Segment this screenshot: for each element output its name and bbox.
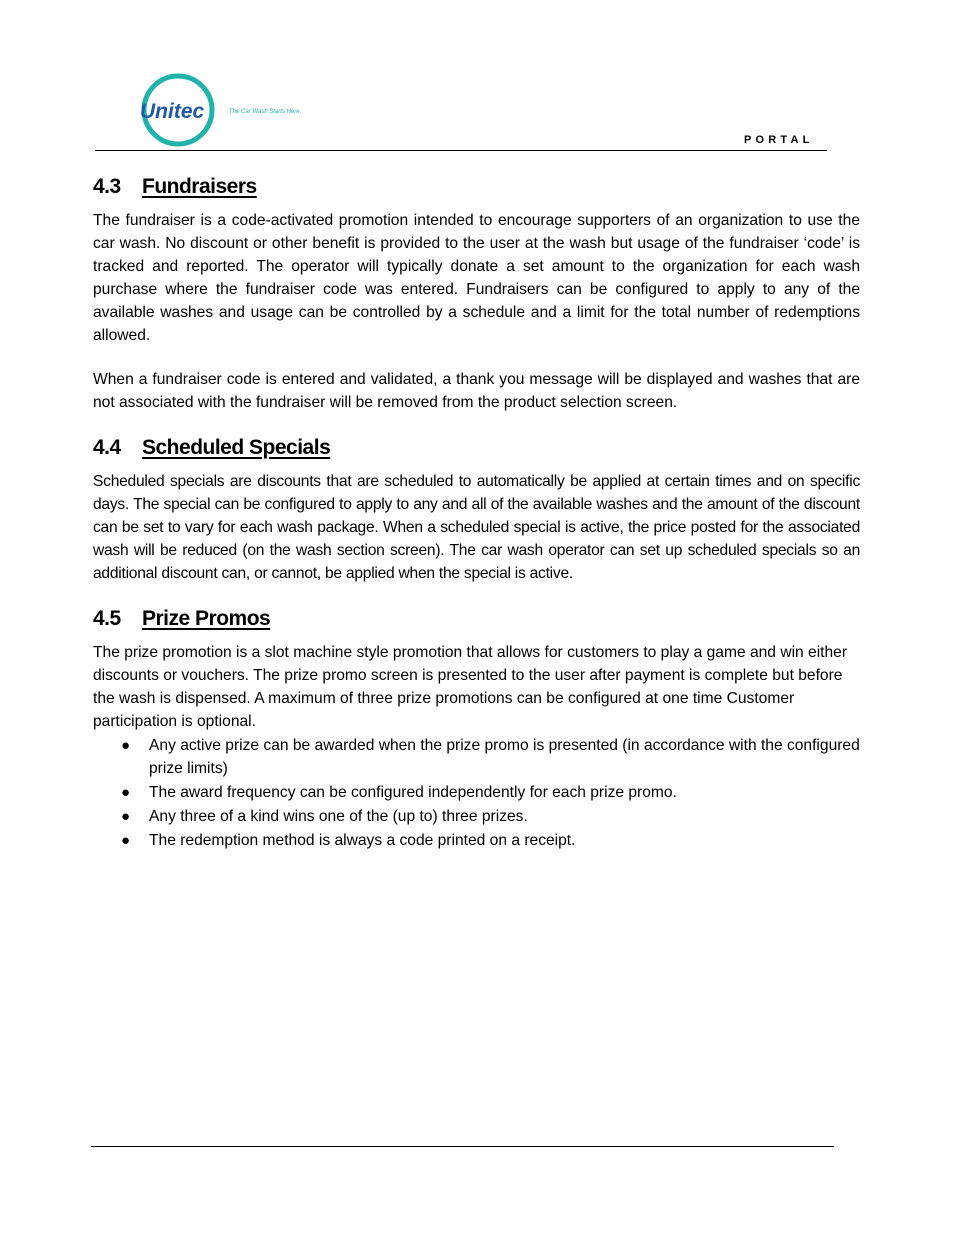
list-item-text: The award frequency can be configured independently for each prize promo. bbox=[149, 784, 677, 802]
running-header-label: PORTAL bbox=[744, 134, 814, 146]
prize-promo-bullet-list bbox=[93, 734, 860, 852]
bullet-icon: ● bbox=[121, 737, 131, 755]
list-item bbox=[93, 805, 860, 828]
logo-wordmark: Unitec bbox=[140, 100, 205, 123]
section-number: 4.3 bbox=[93, 175, 121, 198]
section-heading-scheduled-specials bbox=[93, 434, 860, 462]
list-item bbox=[93, 734, 860, 780]
document-body bbox=[93, 173, 860, 853]
section-heading-prize-promos bbox=[93, 605, 860, 633]
section-title: Prize Promos bbox=[142, 606, 271, 630]
header-divider bbox=[95, 150, 827, 151]
list-item-text: Any three of a kind wins one of the (up to) three prizes. bbox=[149, 808, 528, 826]
section-number: 4.4 bbox=[93, 436, 121, 460]
list-item bbox=[93, 829, 860, 852]
section-title: Scheduled Specials bbox=[142, 436, 331, 460]
paragraph: When a fundraiser code is entered and validated, a thank you message will be displayed and washes that are not associated with the fundraiser will be removed from the product selection screen. bbox=[93, 371, 860, 412]
section-number: 4.5 bbox=[93, 606, 121, 630]
list-item bbox=[93, 781, 860, 804]
unitec-logo bbox=[136, 72, 336, 150]
bullet-icon: ● bbox=[121, 784, 131, 802]
footer-divider bbox=[91, 1146, 834, 1147]
paragraph: The fundraiser is a code-activated promotion intended to encourage supporters of an organization to use the car wash. No discount or other benefit is provided to the user at the wash but usage of the fundraiser ‘code’ is tracked and reported. The operator will typically donate a set amount to the organization for each wash purchase where the fundraiser code was entered. Fundraisers can be configured to apply to any of the available washes and usage can be controlled by a schedule and a limit for the total number of redemptions allowed. bbox=[93, 212, 860, 344]
paragraph: Scheduled specials are discounts that are scheduled to automatically be applied at certain times and on specific days. The special can be configured to apply to any and all of the available washes and the amount of the discount can be set to vary for each wash package. When a scheduled special is active, the price posted for the associated wash will be reduced (on the wash section screen). The car wash operator can set up scheduled specials so an additional discount can, or cannot, be applied when the special is active. bbox=[93, 473, 860, 582]
bullet-icon: ● bbox=[121, 832, 131, 850]
list-item-text: The redemption method is always a code printed on a receipt. bbox=[149, 832, 576, 850]
section-heading-fundraisers bbox=[93, 173, 860, 201]
paragraph: The prize promotion is a slot machine style promotion that allows for customers to play a game and win either discounts or vouchers. The prize promo screen is presented to the user after payment is complete but before the wash is dispensed. A maximum of three prize promotions can be configured at one time Customer participation is optional. bbox=[93, 643, 848, 730]
bullet-icon: ● bbox=[121, 808, 131, 826]
list-item-text: Any active prize can be awarded when the prize promo is presented (in accordance with the configured prize limits) bbox=[149, 737, 860, 778]
logo-tagline: The Car Wash Starts Here. bbox=[229, 109, 302, 115]
section-title: Fundraisers bbox=[142, 175, 257, 198]
